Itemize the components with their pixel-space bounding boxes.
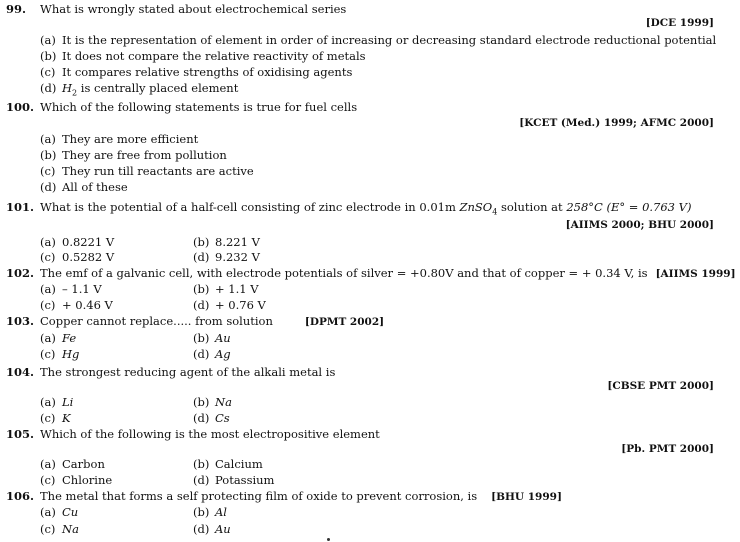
option-text: All of these	[62, 180, 128, 194]
option-label: (a)	[40, 395, 56, 409]
question-text-part: The emf of a galvanic cell, with electrode potentials of silver = +0.80V and that of copper = + 0.34 V, is	[40, 266, 648, 280]
question-text	[40, 314, 384, 329]
option-b[interactable]	[193, 331, 231, 345]
option-text: Hg	[62, 347, 80, 361]
electrode-potential: (E° = 0.763 V)	[606, 200, 692, 214]
option-label: (c)	[40, 411, 56, 425]
question-text	[40, 200, 691, 219]
option-a[interactable]	[40, 331, 76, 345]
source-tag: [BHU 1999]	[491, 491, 562, 503]
option-label: (a)	[40, 235, 56, 249]
option-d[interactable]	[40, 81, 238, 100]
question-text-part: solution at	[500, 200, 563, 214]
source-tag: [Pb. PMT 2000]	[621, 443, 714, 455]
option-b[interactable]	[193, 235, 260, 249]
question-text-part: What is the potential of a half-cell consisting of zinc electrode in 0.01m	[40, 200, 456, 214]
question-text	[40, 489, 562, 504]
option-label: (b)	[193, 331, 210, 345]
question-text: The strongest reducing agent of the alkali metal is	[40, 365, 336, 379]
option-text: K	[62, 411, 71, 425]
page-dot	[327, 538, 330, 541]
option-text: 0.5282 V	[62, 250, 115, 264]
option-label: (d)	[193, 411, 210, 425]
option-text: Cu	[62, 505, 79, 519]
option-b[interactable]	[193, 282, 259, 296]
option-b[interactable]	[40, 148, 227, 162]
option-text: Chlorine	[62, 473, 113, 487]
option-label: (c)	[40, 473, 56, 487]
formula: ZnSO	[459, 200, 493, 214]
option-label: (c)	[40, 250, 56, 264]
option-b[interactable]	[40, 49, 366, 63]
option-a[interactable]	[40, 282, 102, 296]
option-label: (b)	[40, 148, 57, 162]
option-c[interactable]	[40, 164, 254, 178]
option-text: Au	[215, 522, 231, 536]
option-c[interactable]	[40, 411, 71, 425]
question-number: 106.	[6, 489, 35, 503]
option-b[interactable]	[193, 505, 227, 519]
formula: H	[62, 81, 73, 95]
question-number: 100.	[6, 100, 35, 114]
option-text: Al	[215, 505, 227, 519]
option-text: Cs	[215, 411, 230, 425]
source-tag: [AIIMS 1999]	[655, 268, 736, 280]
option-a[interactable]	[40, 395, 73, 409]
option-c[interactable]	[40, 65, 352, 79]
option-a[interactable]	[40, 132, 198, 146]
question-text-part: The metal that forms a self protecting film of oxide to prevent corrosion, is	[40, 489, 478, 503]
option-text: is centrally placed element	[80, 81, 239, 95]
option-b[interactable]	[193, 395, 232, 409]
option-d[interactable]	[193, 298, 266, 312]
option-a[interactable]	[40, 457, 105, 471]
option-text: Na	[215, 395, 232, 409]
option-text: + 1.1 V	[215, 282, 259, 296]
option-text: Potassium	[215, 473, 275, 487]
option-c[interactable]	[40, 473, 112, 487]
option-label: (c)	[40, 164, 56, 178]
option-label: (d)	[193, 298, 210, 312]
option-a[interactable]	[40, 235, 114, 249]
option-text: 8.221 V	[215, 235, 260, 249]
option-label: (a)	[40, 505, 56, 519]
option-label: (a)	[40, 33, 56, 47]
option-text: Li	[62, 395, 74, 409]
option-label: (c)	[40, 522, 56, 536]
question-number: 103.	[6, 314, 35, 328]
option-label: (d)	[193, 473, 210, 487]
source-tag: [AIIMS 2000; BHU 2000]	[565, 219, 714, 231]
source-tag: [CBSE PMT 2000]	[607, 380, 714, 392]
option-text: – 1.1 V	[62, 282, 102, 296]
question-number: 99.	[6, 2, 27, 16]
question-number: 102.	[6, 266, 35, 280]
option-label: (a)	[40, 132, 56, 146]
option-c[interactable]	[40, 298, 113, 312]
option-label: (c)	[40, 347, 56, 361]
option-label: (b)	[193, 395, 210, 409]
option-c[interactable]	[40, 347, 79, 361]
option-text: Carbon	[62, 457, 105, 471]
option-label: (a)	[40, 331, 56, 345]
option-text: 9.232 V	[215, 250, 260, 264]
option-label: (b)	[40, 49, 57, 63]
option-label: (d)	[193, 250, 210, 264]
question-text	[40, 266, 736, 281]
option-d[interactable]	[193, 347, 231, 361]
option-text: Fe	[62, 331, 77, 345]
option-text: Calcium	[215, 457, 263, 471]
option-text: It compares relative strengths of oxidising agents	[62, 65, 353, 79]
option-text: Au	[215, 331, 231, 345]
source-tag: [DCE 1999]	[645, 17, 714, 29]
option-a[interactable]	[40, 33, 716, 47]
option-text: It is the representation of element in order of increasing or decreasing standard electrode reductional potential	[62, 33, 717, 47]
option-d[interactable]	[193, 522, 231, 536]
option-text: 0.8221 V	[62, 235, 115, 249]
option-d[interactable]	[193, 473, 274, 487]
option-text: + 0.76 V	[215, 298, 266, 312]
option-text: They run till reactants are active	[62, 164, 254, 178]
option-b[interactable]	[193, 457, 263, 471]
option-a[interactable]	[40, 505, 78, 519]
question-text-part: Copper cannot replace..... from solution	[40, 314, 273, 328]
option-d[interactable]	[193, 411, 230, 425]
question-number: 105.	[6, 427, 35, 441]
formula-subscript: 2	[72, 88, 78, 98]
option-label: (b)	[193, 235, 210, 249]
question-number: 101.	[6, 200, 35, 214]
option-d[interactable]	[193, 250, 260, 264]
option-c[interactable]	[40, 250, 114, 264]
question-text: Which of the following is the most electropositive element	[40, 427, 380, 441]
option-text: They are free from pollution	[62, 148, 227, 162]
option-label: (d)	[40, 180, 57, 194]
option-label: (b)	[193, 505, 210, 519]
option-label: (d)	[40, 81, 57, 95]
option-c[interactable]	[40, 522, 79, 536]
question-text: What is wrongly stated about electrochemical series	[40, 2, 347, 16]
option-label: (b)	[193, 282, 210, 296]
option-d[interactable]	[40, 180, 128, 194]
question-number: 104.	[6, 365, 35, 379]
option-text: + 0.46 V	[62, 298, 113, 312]
option-text: Ag	[215, 347, 231, 361]
option-label: (d)	[193, 347, 210, 361]
option-text: They are more efficient	[62, 132, 199, 146]
option-label: (c)	[40, 65, 56, 79]
temperature: 258°C	[566, 200, 603, 214]
option-label: (c)	[40, 298, 56, 312]
formula-subscript: 4	[492, 207, 498, 217]
question-text: Which of the following statements is true for fuel cells	[40, 100, 358, 114]
source-tag: [KCET (Med.) 1999; AFMC 2000]	[519, 117, 714, 129]
option-label: (d)	[193, 522, 210, 536]
option-label: (b)	[193, 457, 210, 471]
option-label: (a)	[40, 282, 56, 296]
source-tag: [DPMT 2002]	[304, 316, 385, 328]
option-text: It does not compare the relative reactivity of metals	[62, 49, 366, 63]
option-text: Na	[62, 522, 79, 536]
option-label: (a)	[40, 457, 56, 471]
